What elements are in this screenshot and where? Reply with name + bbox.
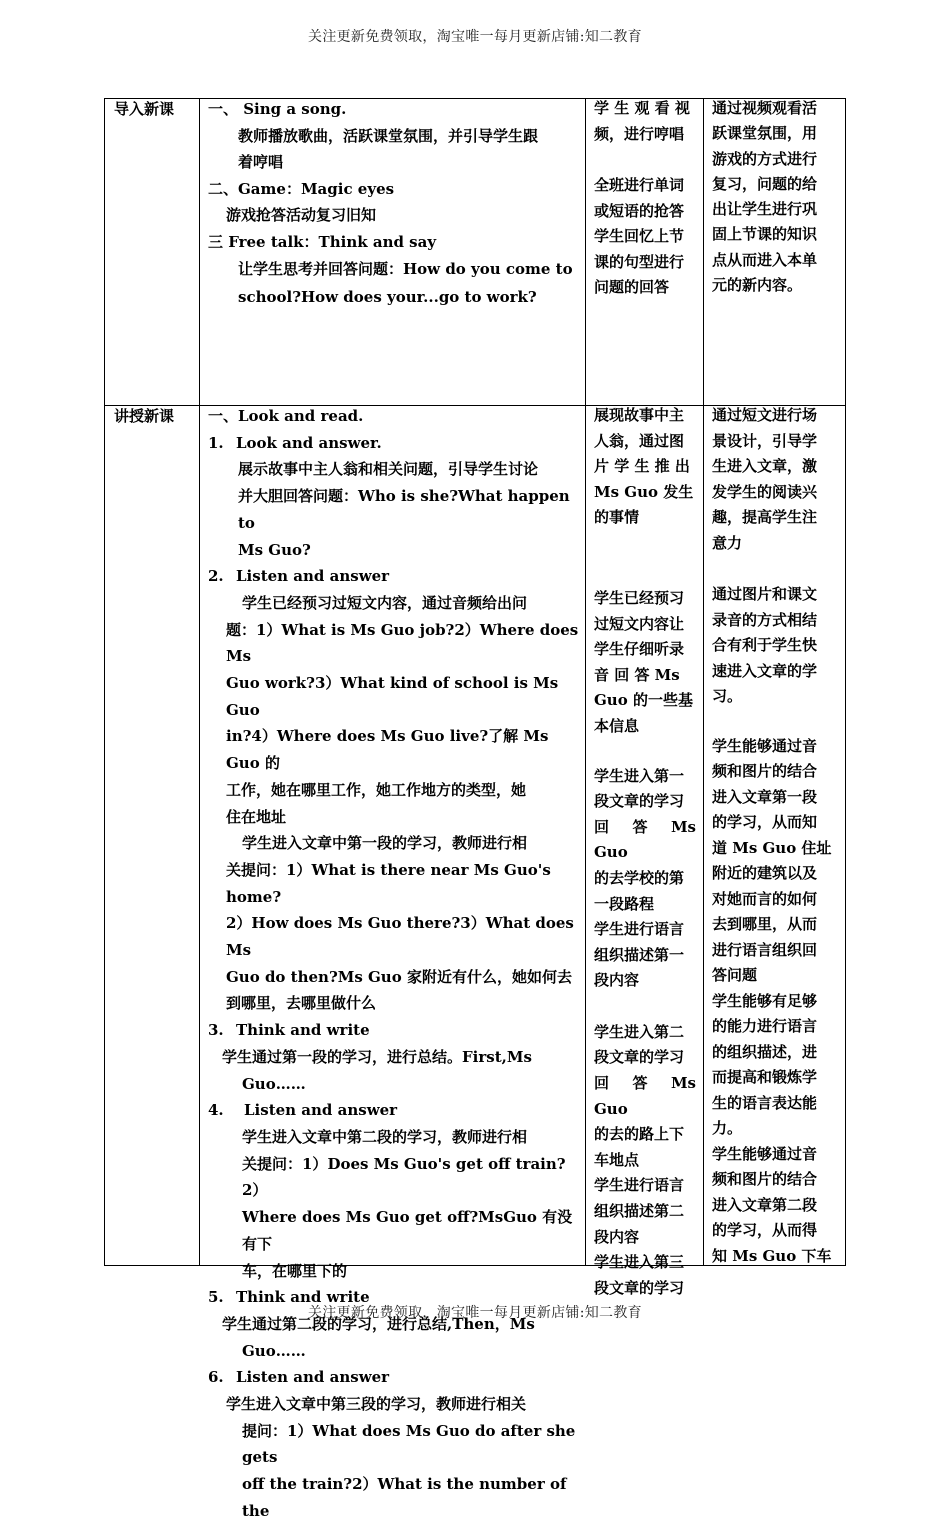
intro-student-line: 学生回忆上节 xyxy=(594,227,685,245)
intro-student-line: 学 生 观 看 视 xyxy=(594,99,690,117)
teach-student-line: 学生仔细听录 xyxy=(594,640,685,659)
teach-purpose-line: 的组织描述，进 xyxy=(712,1042,818,1061)
teach-content xyxy=(208,403,582,1525)
teach-purpose-line: 习。 xyxy=(712,687,743,705)
teach-student-line: 回 答 Ms Guo xyxy=(594,1074,696,1118)
teach-student-line: 展现故事中主 xyxy=(594,406,685,424)
teach-line: Ms Guo? xyxy=(238,540,311,559)
teach-student-line: 回 答 Ms Guo xyxy=(594,817,696,862)
step-number: 4. xyxy=(208,1101,224,1120)
teach-purpose-line: 进入文章第一段 xyxy=(712,787,818,806)
intro-student-line: 课的句型进行 xyxy=(594,252,685,271)
teach-purpose-line: 的能力进行语言 xyxy=(712,1017,818,1035)
step-number: 3. xyxy=(208,1021,224,1040)
intro-student-line: 问题的回答 xyxy=(594,278,670,296)
teach-purpose-line: 频和图片的结合 xyxy=(712,1170,818,1188)
teach-line: 提问：1）What does Ms Guo do after she gets xyxy=(242,1421,576,1467)
teach-student-line: 组织描述第一 xyxy=(594,945,685,964)
teach-line: 一、Look and read. xyxy=(208,407,364,425)
teach-line: off the train?2）What is the number of the xyxy=(242,1475,567,1520)
teach-purpose-line: 去到哪里，从而 xyxy=(712,915,818,933)
col-divider-2 xyxy=(585,98,586,1266)
teach-purpose-line: 进行语言组织回 xyxy=(712,940,818,959)
teach-line: 关提问：1）What is there near Ms Guo's home? xyxy=(226,860,551,906)
intro-line: 三 Free talk：Think and say xyxy=(208,232,437,251)
teach-line: 学生进入文章中第三段的学习，教师进行相关 xyxy=(226,1395,527,1414)
teach-purpose-line: 附近的建筑以及 xyxy=(712,864,818,882)
teach-line: Guo…… xyxy=(242,1341,306,1360)
teach-student-line: 学生进入第二 xyxy=(594,1022,685,1041)
teach-purpose-line: 合有利于学生快 xyxy=(712,636,818,654)
teach-purpose-line: 力。 xyxy=(712,1119,743,1137)
intro-line: 着哼唱 xyxy=(238,153,284,171)
teach-purpose-line: 通过图片和课文 xyxy=(712,585,818,603)
stage-intro: 导入新课 xyxy=(114,100,175,118)
step-number: 1. xyxy=(208,433,224,452)
page-header: 关注更新免费领取，淘宝唯一每月更新店铺:知二教育 xyxy=(308,29,642,45)
teach-purpose-line: 答问题 xyxy=(712,966,758,984)
intro-purpose-line: 出让学生进行巩 xyxy=(712,200,818,219)
step-number: 5. xyxy=(208,1288,224,1307)
intro-line: 一、 Sing a song. xyxy=(208,100,347,118)
teach-purpose-line: 进入文章第二段 xyxy=(712,1195,818,1214)
teach-student-line: 本信息 xyxy=(594,716,640,735)
teach-line: 学生进入文章中第二段的学习，教师进行相 xyxy=(242,1127,528,1146)
teach-line: 学生已经预习过短文内容，通过音频给出问 xyxy=(242,593,528,612)
teach-student-line: 学生已经预习 xyxy=(594,588,685,607)
teach-line: 并大胆回答问题：Who is she?What happen to xyxy=(238,487,570,532)
intro-purpose-line: 元的新内容。 xyxy=(712,276,803,295)
intro-line: 二、Game：Magic eyes xyxy=(208,179,395,198)
teach-purpose-line: 通过短文进行场 xyxy=(712,406,818,424)
table-left-border xyxy=(104,98,105,1266)
teach-purpose-line: 意力 xyxy=(712,533,743,552)
intro-line: 游戏抢答活动复习旧知 xyxy=(226,206,377,224)
step-title: Listen and answer xyxy=(236,567,390,586)
teach-line: 学生通过第二段的学习，进行总结,Then，Ms xyxy=(222,1314,535,1333)
teach-purpose-line: 速进入文章的学 xyxy=(712,661,818,680)
intro-purpose-line: 固上节课的知识 xyxy=(712,225,818,244)
step-title: Think and write xyxy=(236,1288,370,1307)
page-footer: 关注更新免费领取，淘宝唯一每月更新店铺:知二教育 xyxy=(308,1305,642,1321)
teach-line: 车，在哪里下的 xyxy=(242,1261,348,1280)
teach-student-line: 段文章的学习 xyxy=(594,1048,685,1067)
teach-purpose-line: 趣，提高学生注 xyxy=(712,508,818,526)
teach-purpose-line: 知 Ms Guo 下车 xyxy=(712,1246,832,1265)
teach-student-line: 学生进入第三 xyxy=(594,1253,685,1272)
intro-purpose-line: 通过视频观看活 xyxy=(712,99,818,117)
teach-student-line: 音 回 答 Ms xyxy=(594,665,680,684)
step-title: Listen and answer xyxy=(236,1368,390,1387)
step-number: 2. xyxy=(208,567,224,586)
teach-purpose-line: 对她而言的如何 xyxy=(712,889,818,908)
teach-line: 住在地址 xyxy=(226,807,287,826)
intro-purpose-line: 点从而进入本单 xyxy=(712,250,818,269)
teach-purpose xyxy=(712,403,840,1269)
intro-purpose-line: 跃课堂氛围，用 xyxy=(712,124,818,143)
teach-student-line: 段文章的学习 xyxy=(594,1278,685,1297)
teach-line: 题：1）What is Ms Guo job?2）Where does Ms xyxy=(226,620,579,666)
teach-student-line: 过短文内容让 xyxy=(594,614,685,633)
teach-purpose-line: 的学习，从而知 xyxy=(712,813,818,831)
teach-student-line: 段内容 xyxy=(594,971,640,990)
teach-line: Guo work?3）What kind of school is Ms Guo xyxy=(226,674,559,719)
teach-line: 展示故事中主人翁和相关问题，引导学生讨论 xyxy=(238,460,539,479)
teach-student-line: 段内容 xyxy=(594,1227,640,1246)
stage-teach: 讲授新课 xyxy=(114,407,175,425)
teach-student-line: 的去的路上下 xyxy=(594,1125,685,1144)
teach-purpose-line: 学生能够通过音 xyxy=(712,1144,818,1163)
intro-student-line: 或短语的抢答 xyxy=(594,201,685,220)
step-title: Think and write xyxy=(236,1021,370,1040)
teach-student-line: 的事情 xyxy=(594,508,640,527)
teach-purpose-line: 道 Ms Guo 住址 xyxy=(712,838,832,857)
teach-line: Guo do then?Ms Guo 家附近有什么，她如何去 xyxy=(226,967,572,986)
col-divider-1 xyxy=(199,98,200,1266)
teach-student-line: 的去学校的第 xyxy=(594,868,685,887)
teach-student-line: 段文章的学习 xyxy=(594,792,685,811)
intro-student-activity xyxy=(594,96,696,301)
teach-line: 到哪里，去哪里做什么 xyxy=(226,994,377,1013)
teach-line: Where does Ms Guo get off?MsGuo 有没有下 xyxy=(242,1208,573,1253)
teach-student-line: 人翁，通过图 xyxy=(594,431,685,450)
teach-student-line: Ms Guo 发生 xyxy=(594,482,694,501)
teach-student-line: Guo 的一些基 xyxy=(594,691,693,710)
teach-line: 工作，她在哪里工作，她工作地方的类型，她 xyxy=(226,780,527,799)
teach-student-line: 学生进行语言 xyxy=(594,920,685,939)
teach-purpose-line: 景设计，引导学 xyxy=(712,431,818,450)
teach-student-activity xyxy=(594,403,696,1301)
col-divider-3 xyxy=(703,98,704,1266)
teach-purpose-line: 学生能够通过音 xyxy=(712,736,818,755)
intro-purpose xyxy=(712,96,840,298)
teach-student-line: 学生进行语言 xyxy=(594,1176,685,1195)
teach-purpose-line: 的学习，从而得 xyxy=(712,1221,818,1239)
teach-purpose-line: 而提高和锻炼学 xyxy=(712,1068,818,1086)
teach-student-line: 片 学 生 推 出 xyxy=(594,457,690,476)
teach-purpose-line: 生进入文章，激 xyxy=(712,457,818,475)
teach-line: 学生进入文章中第一段的学习，教师进行相 xyxy=(242,834,528,853)
intro-purpose-line: 复习，问题的给 xyxy=(712,174,818,193)
intro-student-line: 频，进行哼唱 xyxy=(594,124,685,143)
teach-line: 学生通过第一段的学习，进行总结。First,Ms xyxy=(222,1047,532,1066)
step-title: Look and answer. xyxy=(236,433,382,452)
teach-student-line: 一段路程 xyxy=(594,894,655,913)
intro-line: 让学生思考并回答问题：How do you come to xyxy=(238,260,573,278)
intro-line: school?How does your...go to work? xyxy=(238,288,537,306)
teach-purpose-line: 录音的方式相结 xyxy=(712,610,818,629)
table-right-border xyxy=(845,98,846,1266)
teach-purpose-line: 生的语言表达能 xyxy=(712,1093,818,1112)
step-number: 6. xyxy=(208,1368,224,1387)
teach-purpose-line: 学生能够有足够 xyxy=(712,991,818,1010)
teach-purpose-line: 频和图片的结合 xyxy=(712,762,818,780)
teach-student-line: 学生进入第一 xyxy=(594,766,685,785)
intro-purpose-line: 游戏的方式进行 xyxy=(712,149,818,168)
teach-line: Guo…… xyxy=(242,1074,306,1093)
step-title: Listen and answer xyxy=(244,1101,398,1120)
teach-line: in?4）Where does Ms Guo live?了解 Ms Guo 的 xyxy=(226,727,549,773)
teach-purpose-line: 发学生的阅读兴 xyxy=(712,482,818,501)
intro-content xyxy=(208,96,582,311)
intro-student-line: 全班进行单词 xyxy=(594,176,685,194)
teach-line: 2）How does Ms Guo there?3）What does Ms xyxy=(226,914,574,960)
teach-line: 关提问：1）Does Ms Guo's get off train?2） xyxy=(242,1154,566,1200)
teach-student-line: 车地点 xyxy=(594,1150,640,1169)
teach-student-line: 组织描述第二 xyxy=(594,1202,685,1221)
intro-line: 教师播放歌曲，活跃课堂氛围，并引导学生跟 xyxy=(238,126,539,145)
